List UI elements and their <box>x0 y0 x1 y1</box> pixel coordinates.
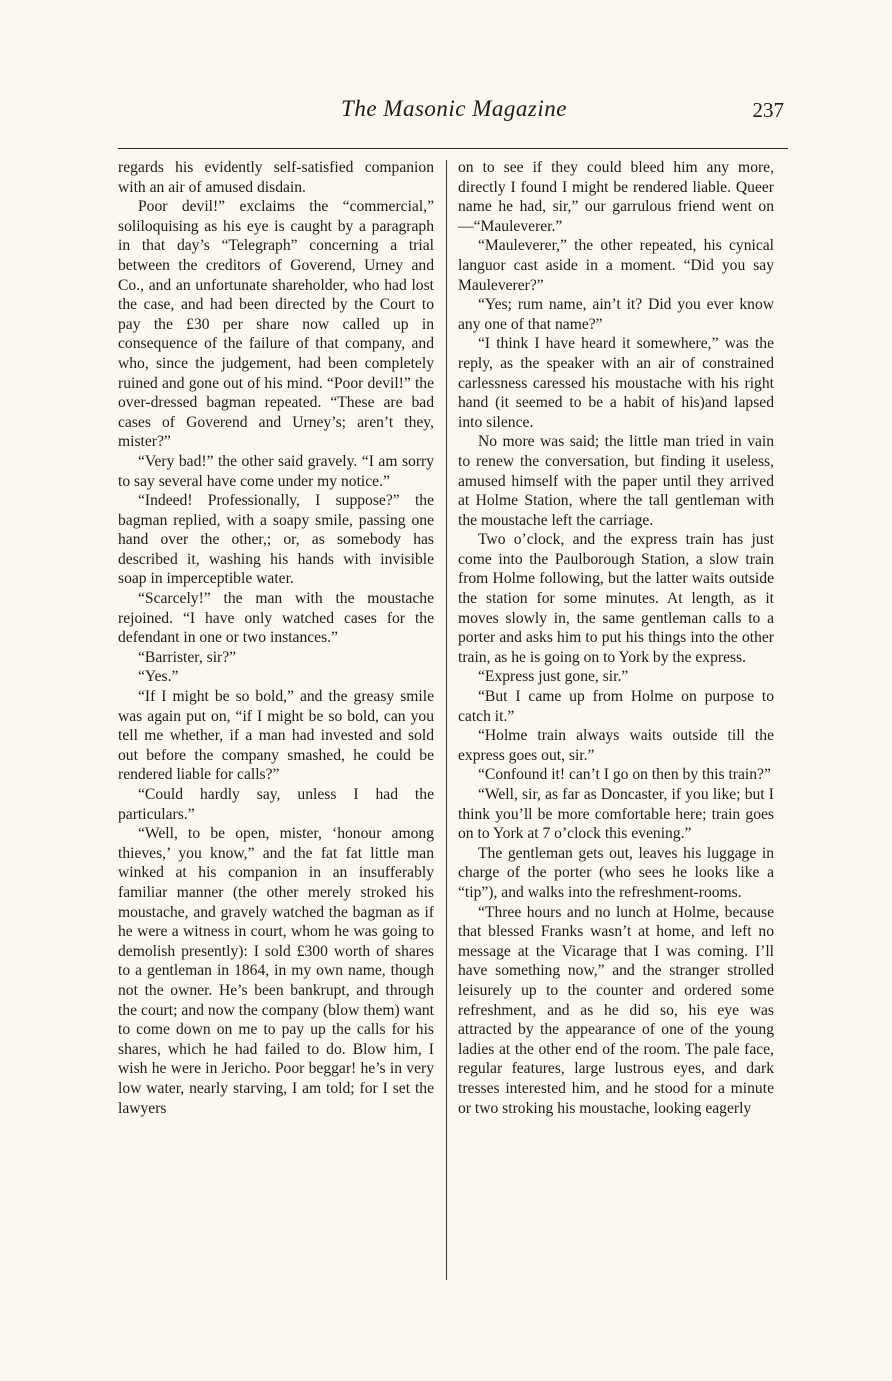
paragraph: regards his evidently self-satisfied companion with an air of amused disdain. <box>118 159 434 196</box>
paragraph: “Express just gone, sir.” <box>478 668 629 686</box>
page-number: 237 <box>752 98 784 122</box>
paragraph: “Very bad!” the other said gravely. “I am sorry to say several have come under my notice.” <box>118 452 434 490</box>
paragraph: “Scarcely!” the man with the moustache rejoined. “I have only watched cases for the defendant in one or two instances.” <box>118 590 434 647</box>
paragraph: “If I might be so bold,” and the greasy smile was again put on, “if I might be so bold, can you tell me whether, if a man had invested and sold out before the company smashed, he could be rendered liable for calls?” <box>118 688 434 784</box>
left-column <box>118 158 434 1118</box>
paragraph: “Holme train always waits outside till the express goes out, sir.” <box>458 727 774 764</box>
paragraph: “Mauleverer,” the other repeated, his cynical languor cast aside in a moment. “Did you say Mauleverer?” <box>458 237 774 294</box>
paragraph: Poor devil!” exclaims the “commercial,” soliloquising as his eye is caught by a paragraph in that day’s “Telegraph” concerning a trial between the creditors of Goverend, Urney and Co., and an unfortunate shareholder, who had lost the case, and had been directed by the Court to pay the £30 per share now called up in consequence of the failure of that company, and who, since the judgement, had been completely ruined and gone out of his mind. “Poor devil!” the over-dressed bagman repeated. “These are bad cases of Goverend and Urney’s; aren’t they, mister?” <box>118 198 434 451</box>
paragraph: “Could hardly say, unless I had the particulars.” <box>118 786 434 823</box>
paragraph: “Barrister, sir?” <box>138 648 237 666</box>
paragraph: The gentleman gets out, leaves his luggage in charge of the porter (who sees he looks like a “tip”), and walks into the refreshment-rooms. <box>458 844 774 901</box>
header-rule <box>118 148 788 149</box>
page-header <box>120 96 788 130</box>
paragraph: “Yes.” <box>138 668 179 686</box>
paragraph: No more was said; the little man tried in vain to renew the conversation, but finding it useless, amused himself with the paper until they arrived at Holme Station, where the tall gentleman with the moustache left the carriage. <box>458 433 774 529</box>
paragraph: on to see if they could bleed him any more, directly I found I might be rendered liable. Queer name he had, sir,” our garrulous friend went on—“Mauleverer.” <box>458 159 774 235</box>
paragraph: “Confound it! can’t I go on then by this train?” <box>478 766 771 784</box>
paragraph: “But I came up from Holme on purpose to catch it.” <box>458 688 774 725</box>
magazine-title: The Masonic Magazine <box>341 96 567 121</box>
paragraph: “Yes; rum name, ain’t it? Did you ever know any one of that name?” <box>458 296 774 333</box>
paragraph: “I think I have heard it somewhere,” was the reply, as the speaker with an air of constrained carlessness caressed his moustache with his right hand (it seemed to be a habit of his)and lapsed into silence. <box>458 335 774 431</box>
paragraph: “Well, sir, as far as Doncaster, if you like; but I think you’ll be more comfortable here; train goes on to York at 7 o’clock this evening.” <box>458 786 774 843</box>
paragraph: Two o’clock, and the express train has just come into the Paulborough Station, a slow train from Holme following, but the latter waits outside the station for some minutes. At length, as it moves slowly in, the same gentleman calls to a porter and asks him to put his things into the other train, as he is going on to York by the express. <box>458 531 774 666</box>
paragraph: “Well, to be open, mister, ‘honour among thieves,’ you know,” and the fat fat little man winked at his companion in an insufferably familiar manner (the other merely stroked his moustache, and gravely watched the bagman as if he were a witness in court, whom he was going to demolish presently): I sold £300 worth of shares to a gentleman in 1864, in my own name, though not the owner. He’s been bankrupt, and through the court; and now the company (blow them) want to come down on me to pay up the calls for his shares, which he had failed to do. Blow him, I wish he were in Jericho. Poor beggar! he’s in very low water, nearly starving, I am told; for I set the lawyers <box>118 825 434 1117</box>
paragraph: “Indeed! Professionally, I suppose?” the bagman replied, with a soapy smile, passing one hand over the other,; or, as somebody has described it, washing his hands with invisible soap in imperceptible water. <box>118 492 434 588</box>
paragraph: “Three hours and no lunch at Holme, because that blessed Franks wasn’t at home, and left no message at the Vicarage that I was coming. I’ll have something now,” and the stranger strolled leisurely up to the counter and ordered some refreshment, and as he did so, his eye was attracted by the appearance of one of the young ladies at the other end of the room. The pale face, regular features, large lustrous eyes, and dark tresses interested him, and he stood for a minute or two stroking his moustache, looking eagerly <box>458 903 774 1117</box>
right-column <box>458 158 774 1118</box>
column-divider <box>446 160 447 1280</box>
